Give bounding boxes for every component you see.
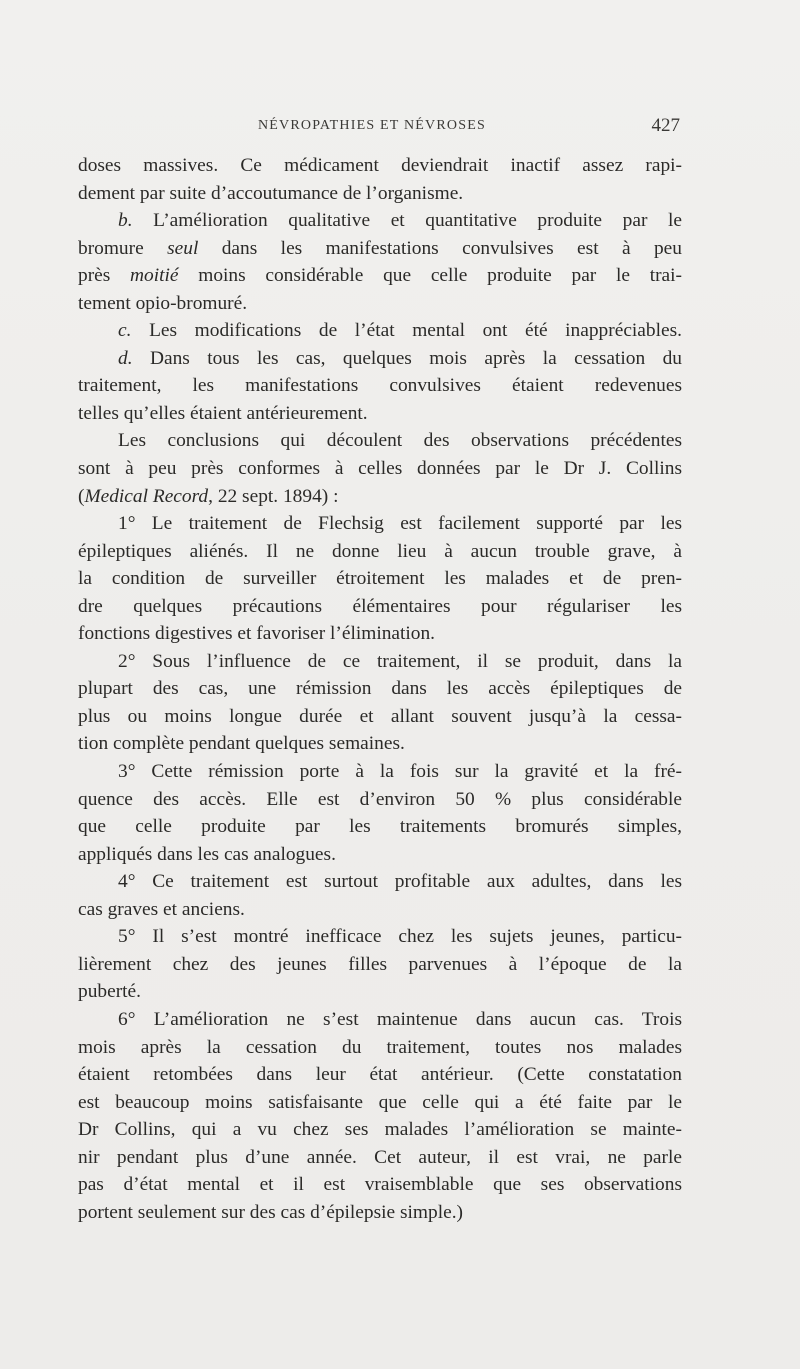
text-line: 2° Sous l’influence de ce traitement, il se produit, dans la [118,650,682,672]
text-line: tion complète pendant quelques semaines. [78,733,405,755]
text-line: dre quelques précautions élémentaires pour régulariser les [78,595,682,617]
text-line: tement opio-bromuré. [78,292,248,314]
text-line: portent seulement sur des cas d’épilepsie simple.) [78,1201,464,1223]
text-line: bromure seul dans les manifestations convulsives est à peu [78,237,682,259]
text-line: 6° L’amélioration ne s’est maintenue dans aucun cas. Trois [118,1008,682,1030]
text-line: Les conclusions qui découlent des observations précédentes [118,430,682,452]
text-line: Dr Collins, qui a vu chez ses malades l’amélioration se mainte- [78,1119,682,1141]
text-line: est beaucoup moins satisfaisante que celle qui a été faite par le [78,1091,682,1113]
text-line: b. L’amélioration qualitative et quantitative produite par le [118,210,682,232]
text-line: traitement, les manifestations convulsives étaient redevenues [78,375,682,397]
text-line: fonctions digestives et favoriser l’élimination. [78,623,436,645]
text-line: 4° Ce traitement est surtout profitable aux adultes, dans les [118,871,682,893]
text-line: doses massives. Ce médicament deviendrait inactif assez rapi- [78,155,682,176]
text-line: 3° Cette rémission porte à la fois sur la gravité et la fré- [118,761,682,783]
running-title: NÉVROPATHIES ET NÉVROSES [258,118,486,133]
text-line: 1° Le traitement de Flechsig est facilement supporté par les [118,513,682,535]
text-line: dement par suite d’accoutumance de l’organisme. [78,182,464,204]
text-line: étaient retombées dans leur état antérieur. (Cette constatation [78,1064,682,1086]
text-line: que celle produite par les traitements bromurés simples, [78,816,682,838]
body-text [78,152,682,1226]
text-line: près moitié moins considérable que celle produite par le trai- [78,265,683,287]
text-line: quence des accès. Elle est d’environ 50 % plus considérable [78,788,682,810]
text-line: mois après la cessation du traitement, toutes nos malades [78,1036,682,1058]
text-line: épileptiques aliénés. Il ne donne lieu à aucun trouble grave, à [78,540,682,562]
page-number: 427 [651,115,680,136]
text-line: appliqués dans les cas analogues. [78,843,336,865]
text-line: la condition de surveiller étroitement les malades et de pren- [78,568,682,590]
text-line: cas graves et anciens. [78,898,245,920]
text-line: nir pendant plus d’une année. Cet auteur, il est vrai, ne parle [78,1146,682,1168]
text-line: (Medical Record, 22 sept. 1894) : [78,485,339,507]
text-line: lièrement chez des jeunes filles parvenues à l’époque de la [78,953,682,975]
text-line: telles qu’elles étaient antérieurement. [78,402,368,424]
text-line: plus ou moins longue durée et allant souvent jusqu’à la cessa- [78,705,682,727]
text-line: d. Dans tous les cas, quelques mois après la cessation du [118,347,682,369]
text-line: plupart des cas, une rémission dans les accès épileptiques de [78,678,682,700]
text-line: sont à peu près conformes à celles données par le Dr J. Collins [78,458,682,480]
text-line: pas d’état mental et il est vraisemblable que ses observations [78,1174,682,1196]
text-line: c. Les modifications de l’état mental ont été inappréciables. [118,320,682,342]
text-line: puberté. [78,981,141,1003]
running-head [78,115,680,142]
text-line: 5° Il s’est montré inefficace chez les sujets jeunes, particu- [118,926,682,948]
